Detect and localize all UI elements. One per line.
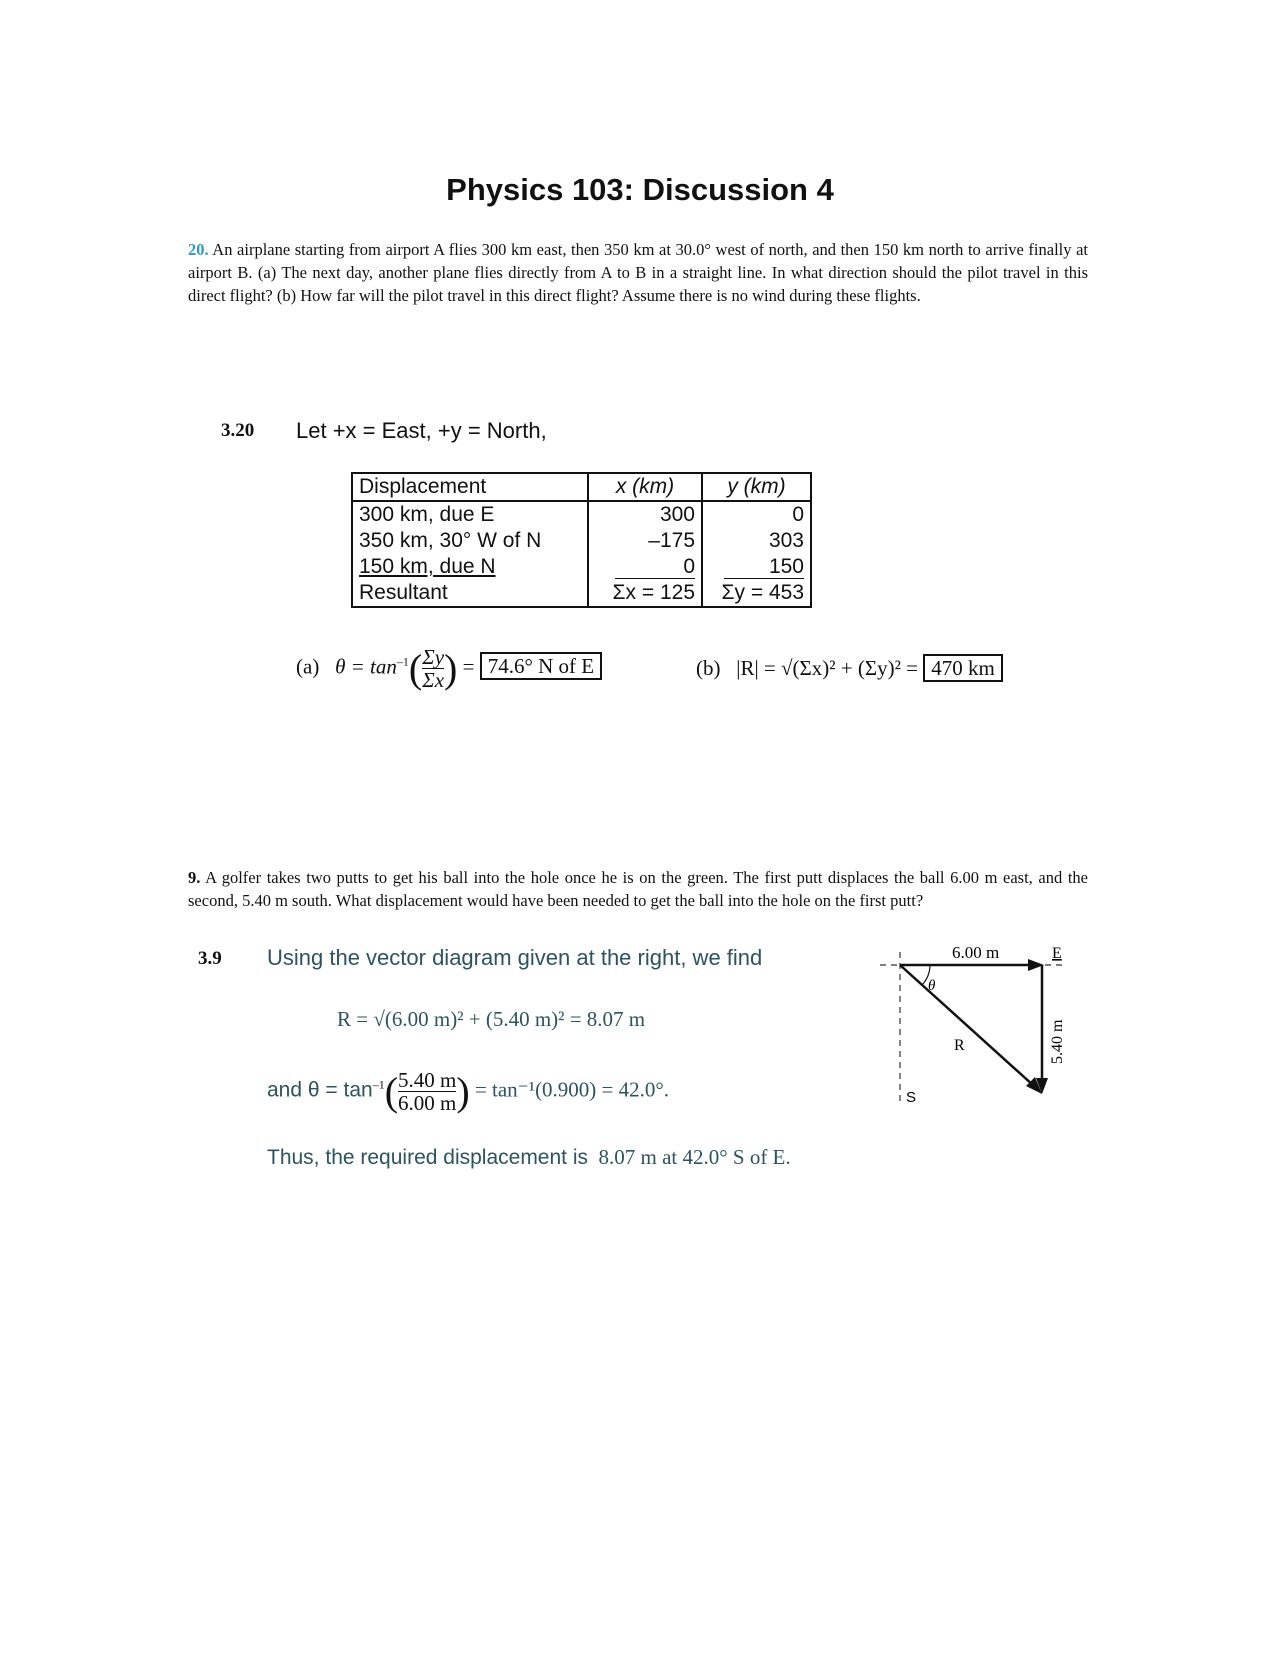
eq-angle-sup: –1 bbox=[372, 1077, 385, 1092]
axis-s-label: S bbox=[906, 1089, 917, 1106]
part-b-answer: 470 km bbox=[923, 654, 1003, 682]
axis-e-label: E bbox=[1052, 945, 1062, 962]
conclusion-prefix: Thus, the required displacement is bbox=[267, 1146, 588, 1169]
table-cell: 150 bbox=[724, 556, 804, 579]
eq-angle-denominator: 6.00 m bbox=[398, 1091, 457, 1115]
table-cell: 300 bbox=[588, 501, 702, 528]
problem-9 bbox=[188, 866, 1088, 912]
table-cell: 350 km, 30° W of N bbox=[353, 528, 588, 554]
part-a-numerator: Σy bbox=[422, 645, 445, 669]
south-label: 5.40 m bbox=[1049, 1019, 1066, 1064]
table-cell: 303 bbox=[768, 529, 804, 552]
resultant-label: R bbox=[954, 1037, 965, 1054]
table-header: y (km) bbox=[702, 474, 810, 501]
eq-resultant: R = √(6.00 m)² + (5.40 m)² = 8.07 m bbox=[337, 1007, 646, 1031]
east-label: 6.00 m bbox=[952, 943, 1000, 962]
part-a-equation: (a) $\theta = \tan^{-1}$( $\frac{\Sigma y}{\Sigma x}$ ) = 74.6° N of E bbox=[296, 645, 602, 692]
resultant-vector bbox=[900, 965, 1034, 1086]
page-title: Physics 103: Discussion 4 bbox=[446, 172, 834, 207]
part-a-sup: –1 bbox=[396, 654, 409, 669]
table-header: x (km) bbox=[588, 474, 702, 501]
part-a-answer: 74.6° N of E bbox=[480, 652, 602, 680]
displacement-table bbox=[351, 472, 812, 608]
eq-angle-prefix: and θ = tan bbox=[267, 1078, 373, 1102]
part-a-label: (a) bbox=[296, 654, 320, 679]
problem-20 bbox=[188, 238, 1088, 307]
part-b-lhs: |R| = √(Σx)² + (Σy)² = bbox=[736, 656, 918, 680]
table-cell: Resultant bbox=[353, 580, 588, 606]
part-b-label: (b) bbox=[696, 656, 721, 680]
solution-3-9-number: 3.9 bbox=[198, 948, 222, 969]
eq-angle-numerator: 5.40 m bbox=[398, 1068, 457, 1092]
conclusion-answer: 8.07 m at 42.0° S of E. bbox=[598, 1145, 791, 1169]
table-header: Displacement bbox=[353, 474, 588, 501]
table-header-row bbox=[353, 474, 810, 501]
table-cell: –175 bbox=[588, 528, 702, 554]
vector-diagram bbox=[870, 940, 1070, 1110]
part-b-equation bbox=[696, 656, 1003, 681]
eq-angle-rest: = tan⁻¹(0.900) = 42.0°. bbox=[474, 1077, 670, 1102]
solution-3-9-intro: Using the vector diagram given at the right, we find bbox=[267, 945, 763, 970]
table-cell: 0 bbox=[615, 556, 695, 579]
problem-9-number: 9. bbox=[188, 868, 201, 887]
eq-angle: and $\theta = \tan^{-1}$( $\frac{5.40 m}{6.00 m}$ ) = tan⁻¹(0.900) = 42.0°. bbox=[267, 1068, 670, 1115]
solution-3-20-intro: Let +x = East, +y = North, bbox=[296, 418, 547, 443]
table-cell: 300 km, due E bbox=[353, 501, 588, 528]
solution-3-20-number: 3.20 bbox=[221, 420, 255, 441]
conclusion bbox=[267, 1145, 791, 1170]
table-row bbox=[353, 580, 810, 606]
table-row bbox=[353, 554, 810, 580]
part-a-denominator: Σx bbox=[422, 668, 445, 692]
table-cell: Σx = 125 bbox=[588, 580, 702, 606]
table-cell: 150 km, due N bbox=[359, 555, 496, 578]
angle-label: θ bbox=[928, 978, 936, 994]
table-row bbox=[353, 528, 810, 554]
problem-9-text: A golfer takes two putts to get his ball into the hole once he is on the green. The first putt displaces the ball 6.00 m east, and the second, 5.40 m south. What displacement would have been needed to get the ball into the hole on the first putt? bbox=[188, 868, 1089, 910]
problem-20-number: 20. bbox=[188, 240, 209, 259]
table-cell: Σy = 453 bbox=[721, 581, 804, 604]
problem-20-text: An airplane starting from airport A flies 300 km east, then 350 km at 30.0° west of north, and then 150 km north to arrive finally at airport B. (a) The next day, another plane flies directly from A to B in a straight line. In what direction should the pilot travel in this direct flight? (b) How far will the pilot travel in this direct flight? Assume there is no wind during these flights. bbox=[188, 240, 1088, 305]
part-a-lhs: θ = tan bbox=[335, 654, 397, 679]
table-cell: 0 bbox=[792, 503, 804, 526]
table-row bbox=[353, 501, 810, 528]
